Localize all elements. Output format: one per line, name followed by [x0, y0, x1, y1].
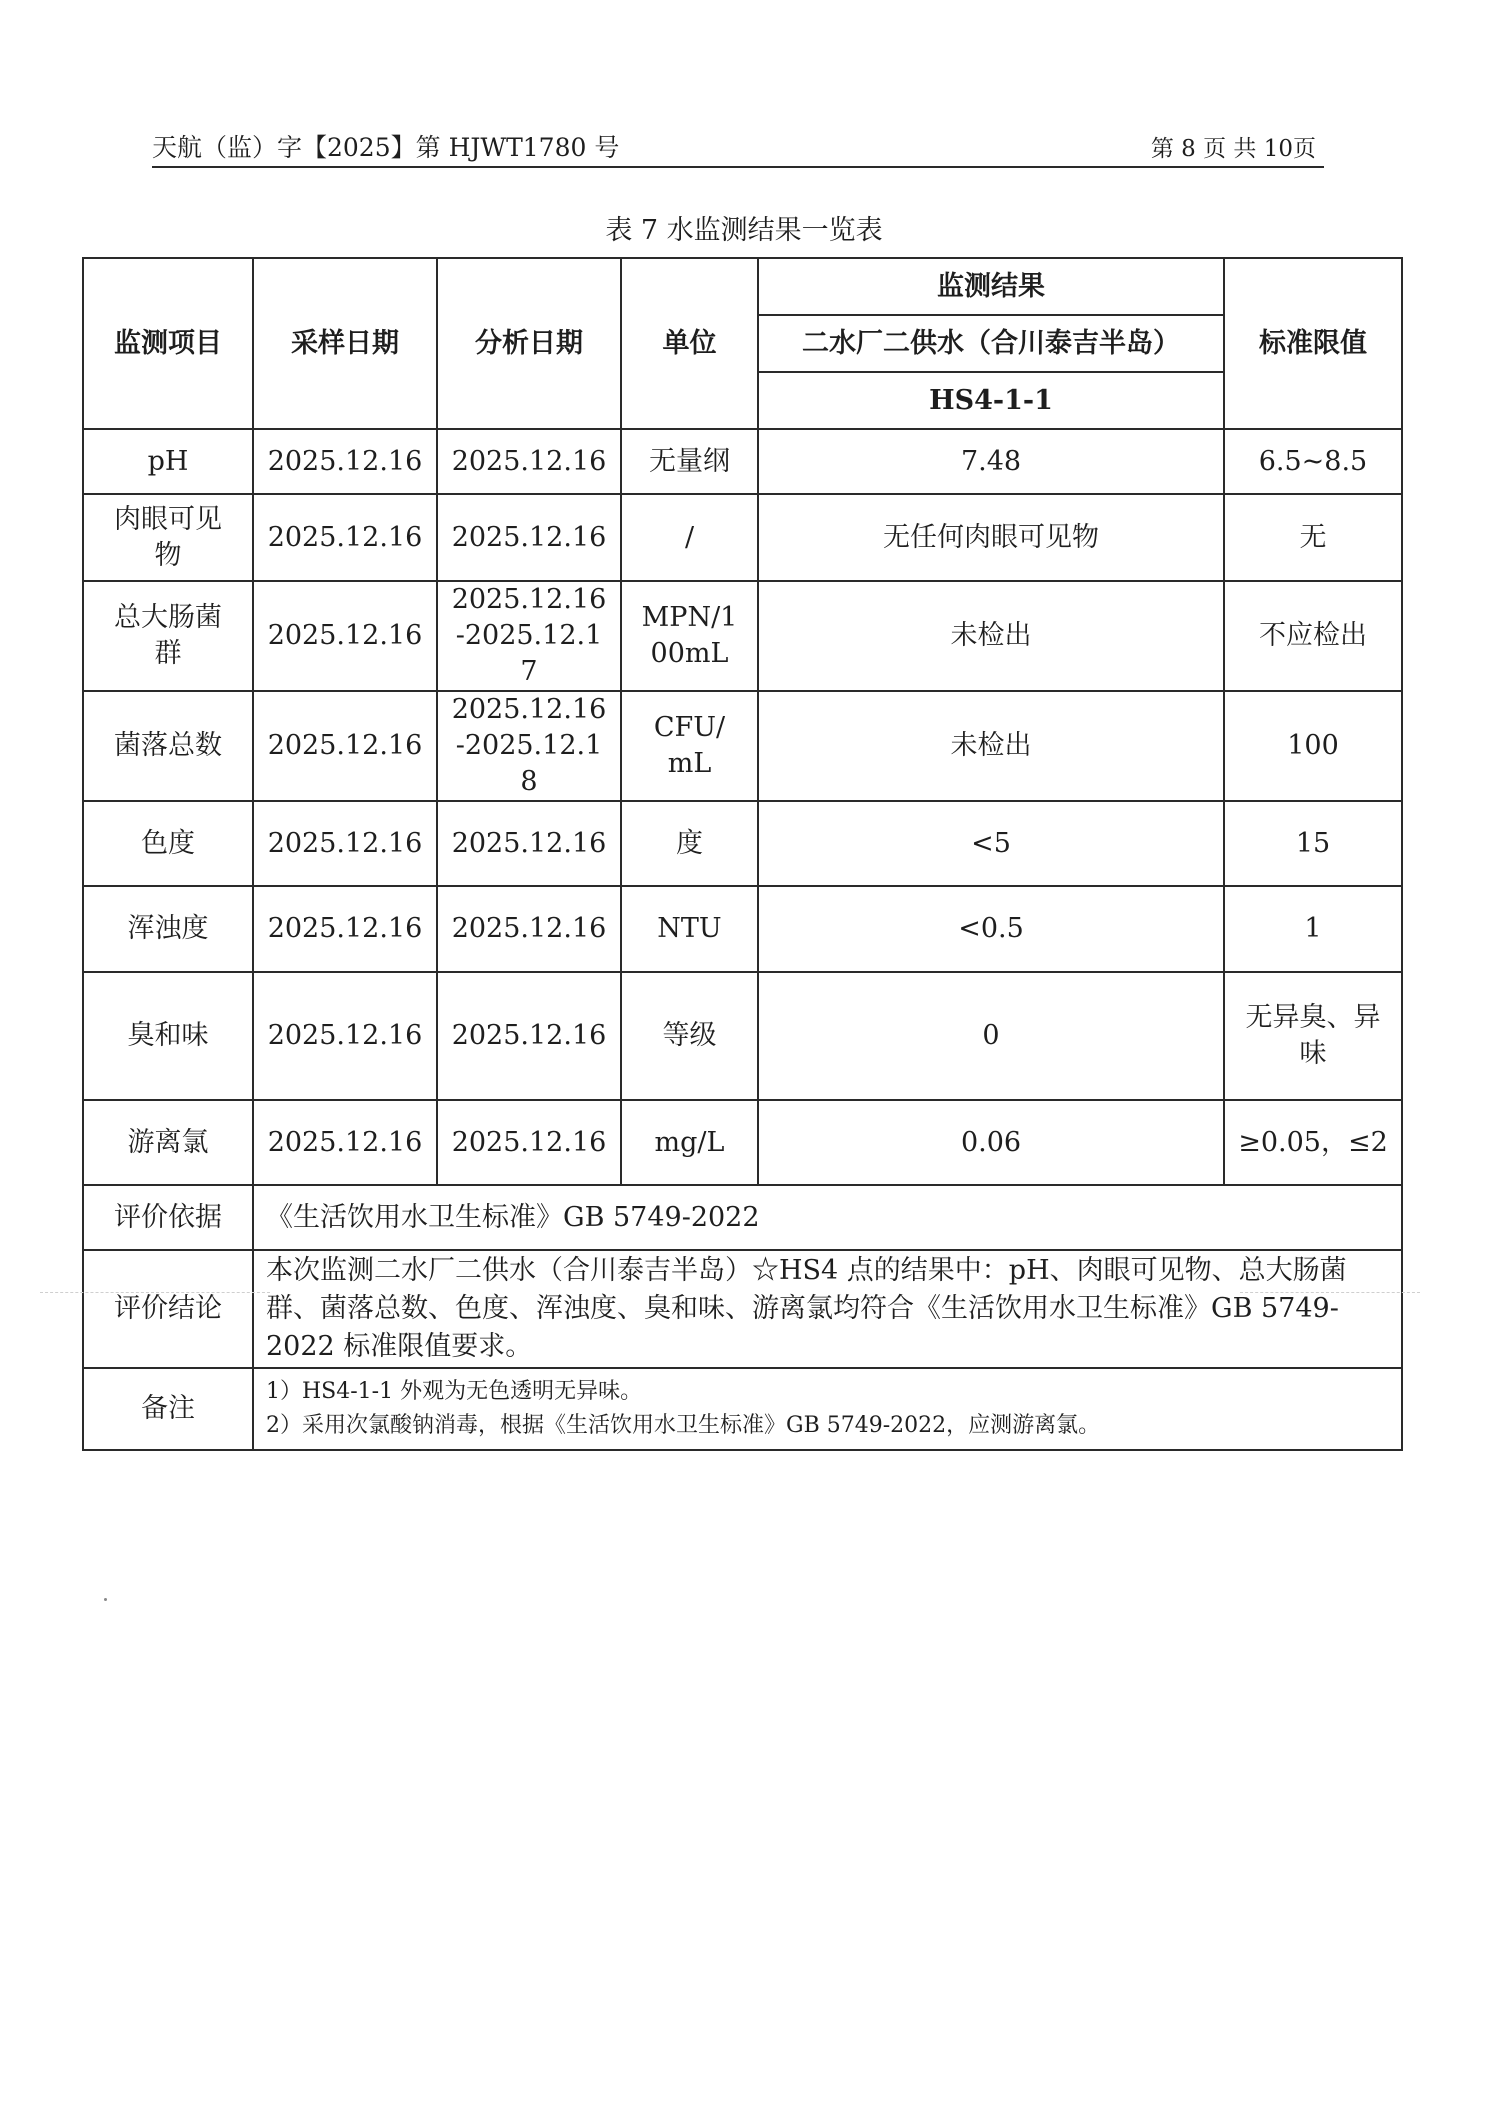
cell-unit-text: MPN/100mL — [641, 602, 738, 669]
cell-unit-text: CFU/mL — [653, 712, 726, 779]
cell-limit-text: 无异臭、异味 — [1245, 1002, 1381, 1069]
header-row — [83, 258, 1402, 315]
cell-analysis-date-text: 2025.12.16-2025.12.17 — [451, 584, 607, 687]
cell-sample-date: 2025.12.16 — [253, 801, 437, 886]
page-header — [152, 128, 1324, 168]
cell-analysis-date: 2025.12.16 — [437, 972, 621, 1100]
scan-speck — [104, 1598, 107, 1601]
cell-result: 7.48 — [758, 429, 1224, 494]
conclusion-label: 评价结论 — [83, 1250, 253, 1368]
cell-analysis-date: 2025.12.16 — [437, 429, 621, 494]
cell-limit: 1 — [1224, 886, 1402, 972]
cell-unit: NTU — [621, 886, 758, 972]
cell-item-text: 总大肠菌群 — [114, 602, 222, 669]
cell-limit: 15 — [1224, 801, 1402, 886]
basis-label: 评价依据 — [83, 1185, 253, 1250]
cell-item: pH — [83, 429, 253, 494]
cell-analysis-date: 2025.12.16 — [437, 886, 621, 972]
remarks-label: 备注 — [83, 1368, 253, 1450]
conclusion-text: 本次监测二水厂二供水（合川泰吉半岛）☆HS4 点的结果中：pH、肉眼可见物、总大肠菌群、菌落总数、色度、浑浊度、臭和味、游离氯均符合《生活饮用水卫生标准》GB 5749-2022 标准限值要求。 — [253, 1250, 1402, 1368]
cell-unit — [621, 581, 758, 691]
cell-result: 0 — [758, 972, 1224, 1100]
header-unit: 单位 — [621, 258, 758, 429]
cell-analysis-date: 2025.12.16 — [437, 1100, 621, 1185]
cell-analysis-date: 2025.12.16 — [437, 801, 621, 886]
table-caption: 表 7 水监测结果一览表 — [605, 215, 883, 246]
cell-limit: ≥0.05，≤2 — [1224, 1100, 1402, 1185]
cell-limit: 无 — [1224, 494, 1402, 581]
cell-limit — [1224, 972, 1402, 1100]
conclusion-row — [83, 1250, 1402, 1368]
basis-row — [83, 1185, 1402, 1250]
remark-note: 2）采用次氯酸钠消毒，根据《生活饮用水卫生标准》GB 5749-2022，应测游离氯。 — [266, 1413, 1101, 1438]
cell-unit: / — [621, 494, 758, 581]
cell-sample-date: 2025.12.16 — [253, 691, 437, 801]
cell-unit — [621, 691, 758, 801]
header-site: 二水厂二供水（合川泰吉半岛） — [758, 315, 1224, 372]
cell-result: 未检出 — [758, 581, 1224, 691]
table-row — [83, 886, 1402, 972]
cell-analysis-date — [437, 581, 621, 691]
header-analysis-date: 分析日期 — [437, 258, 621, 429]
cell-item: 色度 — [83, 801, 253, 886]
scan-dashed-line — [40, 1292, 270, 1293]
cell-result: 0.06 — [758, 1100, 1224, 1185]
cell-item: 浑浊度 — [83, 886, 253, 972]
table-row — [83, 691, 1402, 801]
scan-dashed-line — [1240, 1292, 1420, 1293]
document-number: 天航（监）字【2025】第 HJWT1780 号 — [152, 133, 620, 162]
cell-result: <0.5 — [758, 886, 1224, 972]
header-result: 监测结果 — [758, 258, 1224, 315]
remarks-notes — [253, 1368, 1402, 1450]
water-monitoring-results-table — [82, 257, 1403, 1451]
cell-result: <5 — [758, 801, 1224, 886]
cell-item: 菌落总数 — [83, 691, 253, 801]
cell-sample-date: 2025.12.16 — [253, 886, 437, 972]
cell-analysis-date: 2025.12.16 — [437, 494, 621, 581]
header-item: 监测项目 — [83, 258, 253, 429]
cell-sample-date: 2025.12.16 — [253, 581, 437, 691]
cell-sample-date: 2025.12.16 — [253, 494, 437, 581]
table-row — [83, 429, 1402, 494]
cell-unit: 无量纲 — [621, 429, 758, 494]
cell-item-text: 肉眼可见物 — [114, 503, 222, 571]
cell-sample-date: 2025.12.16 — [253, 429, 437, 494]
cell-result: 无任何肉眼可见物 — [758, 494, 1224, 581]
remarks-row — [83, 1368, 1402, 1450]
cell-limit: 不应检出 — [1224, 581, 1402, 691]
header-limit: 标准限值 — [1224, 258, 1402, 429]
cell-item: 游离氯 — [83, 1100, 253, 1185]
table-row — [83, 494, 1402, 581]
remark-note: 1）HS4-1-1 外观为无色透明无异味。 — [266, 1379, 643, 1404]
page-number: 第 8 页 共 10页 — [1150, 136, 1316, 162]
cell-analysis-date — [437, 691, 621, 801]
cell-result: 未检出 — [758, 691, 1224, 801]
cell-analysis-date-text: 2025.12.16-2025.12.18 — [451, 694, 607, 797]
basis-text: 《生活饮用水卫生标准》GB 5749-2022 — [253, 1185, 1402, 1250]
cell-sample-date: 2025.12.16 — [253, 972, 437, 1100]
cell-limit: 100 — [1224, 691, 1402, 801]
cell-item — [83, 581, 253, 691]
header-sample-date: 采样日期 — [253, 258, 437, 429]
cell-item — [83, 494, 253, 581]
cell-item: 臭和味 — [83, 972, 253, 1100]
table-row — [83, 972, 1402, 1100]
table-row — [83, 801, 1402, 886]
header-point: HS4-1-1 — [758, 372, 1224, 429]
table-row — [83, 581, 1402, 691]
cell-limit: 6.5~8.5 — [1224, 429, 1402, 494]
cell-unit: 等级 — [621, 972, 758, 1100]
cell-unit: mg/L — [621, 1100, 758, 1185]
cell-sample-date: 2025.12.16 — [253, 1100, 437, 1185]
table-row — [83, 1100, 1402, 1185]
cell-unit: 度 — [621, 801, 758, 886]
